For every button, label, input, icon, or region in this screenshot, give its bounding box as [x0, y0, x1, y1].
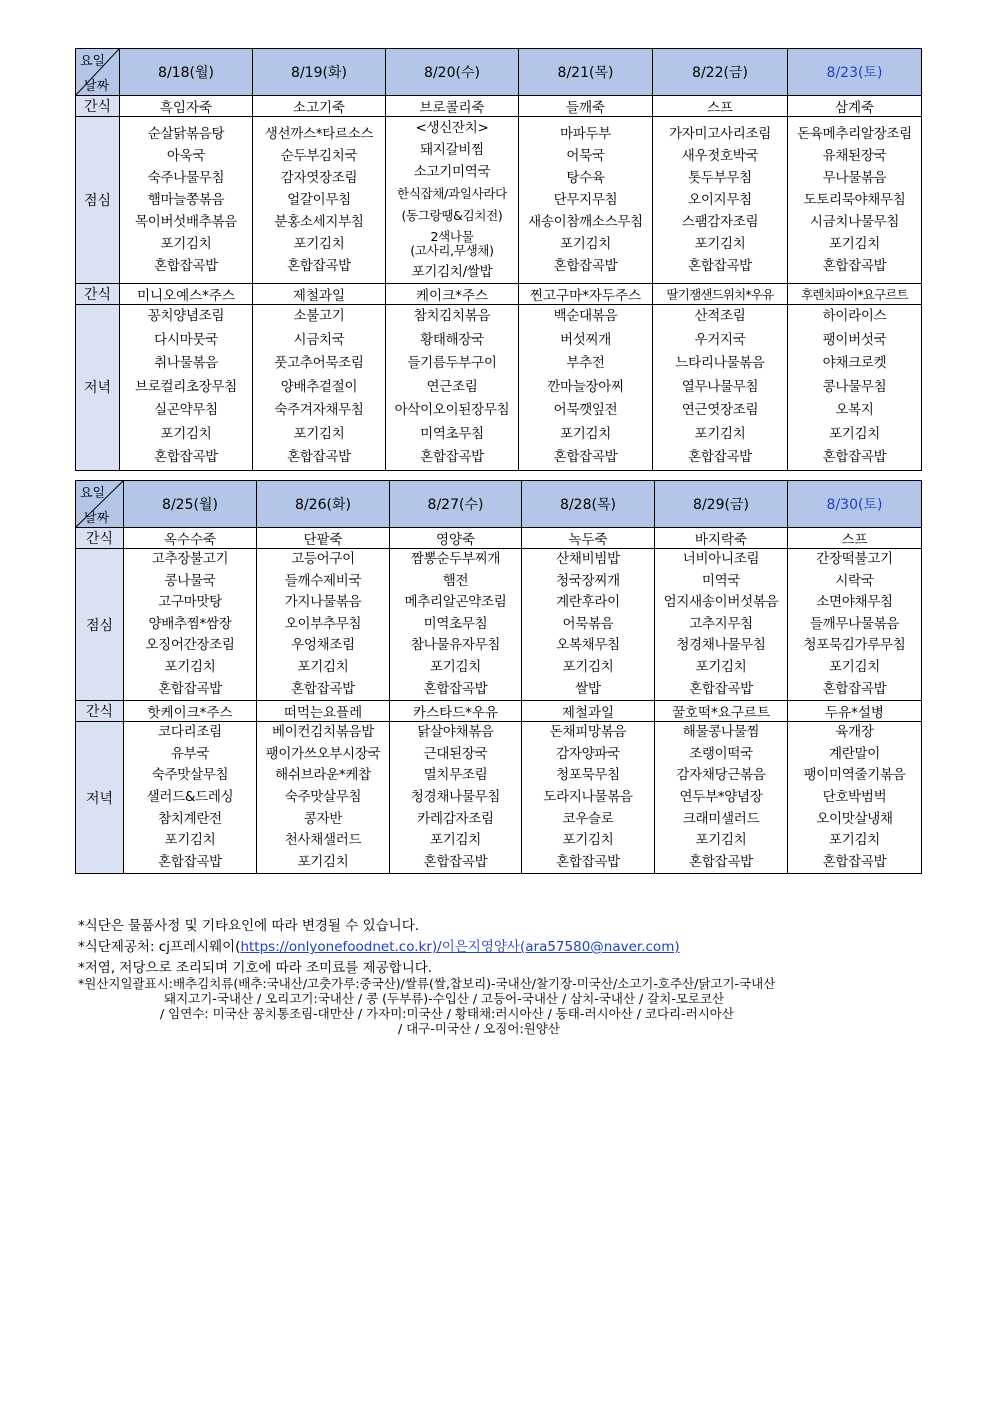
menu-item: 포기김치: [829, 832, 880, 849]
menu-item: 우거지국: [694, 331, 746, 348]
menu-item: 풋고추어묵조림: [274, 355, 364, 371]
menu-item: 오징어간장조림: [145, 637, 235, 654]
origin-line: / 임연수: 미국산 꽁치통조림-대만산 / 가자미:미국산 / 황태채:러시아산 / 동태-러시아산 / 코다리-러시아산: [160, 1006, 734, 1021]
snack-cell: 찐고구마*자두주스: [519, 284, 653, 305]
snack-cell: 두유*설병: [788, 701, 922, 722]
lunch-day-cell: [390, 549, 522, 701]
menu-item: 혼합잡곡밥: [822, 680, 887, 697]
dinner-day-cell: [386, 305, 519, 471]
menu-item: 미역초무침: [423, 615, 488, 632]
afternoon-snack-row: [76, 701, 922, 722]
menu-item: 쌀밥: [575, 680, 601, 697]
menu-item: 베이컨김치볶음밥: [272, 724, 374, 741]
snack-cell: 딸기잼샌드위치*우유: [653, 284, 788, 305]
dinner-day-cell: [653, 305, 788, 471]
dinner-day-cell: [519, 305, 653, 471]
menu-item: 팽이가쓰오부시장국: [265, 745, 381, 762]
snack-cell: 제철과일: [253, 284, 386, 305]
menu-item: 너비아니조림: [682, 551, 760, 567]
menu-item: 청경채나물무침: [676, 637, 766, 654]
menu-item: 고등어구이: [291, 551, 355, 567]
menu-item: 혼합잡곡밥: [158, 680, 222, 697]
menu-item: 청경채나물무침: [410, 788, 501, 805]
menu-item: 포기김치: [297, 658, 349, 675]
menu-item: 포기김치: [562, 658, 614, 675]
menu-item: 생선까스*타르소스: [264, 126, 374, 142]
menu-item: 미역초무침: [420, 425, 484, 442]
date-header: 8/22(금): [653, 49, 788, 96]
dinner-day-cell: [655, 722, 788, 874]
menu-item: 순살닭볶음탕: [147, 126, 225, 142]
menu-item: <생신잔치>: [415, 120, 489, 136]
menu-item: 조랭이떡국: [689, 745, 753, 762]
menu-item: 감자채당근볶음: [676, 767, 766, 784]
date-header: 8/20(수): [386, 49, 519, 96]
menu-item: 혼합잡곡밥: [291, 680, 355, 697]
menu-item: 청포묵김가루무침: [803, 637, 906, 654]
menu-item: 한식잡채/과일사라다: [397, 186, 507, 201]
menu-item: 크래미샐러드: [682, 810, 760, 827]
menu-item: 느타리나물볶음: [675, 355, 765, 371]
menu-item: 오이부추무침: [284, 615, 362, 632]
menu-item: 가자미고사리조림: [669, 126, 771, 142]
date-header: 8/28(목): [522, 481, 655, 528]
menu-item: 포기김치: [695, 832, 747, 849]
lunch-day-cell: [124, 549, 257, 701]
menu-item: 카레감자조림: [417, 810, 494, 827]
menu-item: 얼갈이무침: [287, 192, 351, 208]
menu-item: 혼합잡곡밥: [553, 258, 618, 274]
morning-snack-row: [76, 96, 922, 117]
menu-item: 유부국: [170, 745, 210, 762]
menu-item: 돈채피망볶음: [549, 724, 627, 741]
dinner-day-cell: [390, 722, 522, 874]
menu-item: 포기김치: [694, 236, 746, 252]
menu-item: 메추리알곤약조림: [404, 594, 507, 611]
corner-day-label: 요일: [80, 486, 106, 501]
menu-item: 혼합잡곡밥: [688, 449, 752, 465]
menu-item: 포기김치: [562, 832, 614, 849]
menu-item: 꽁치양념조림: [147, 308, 225, 324]
corner-date-label: 날짜: [84, 511, 110, 526]
menu-item: 육개장: [835, 724, 874, 741]
menu-item: 팽이미역줄기볶음: [803, 767, 906, 784]
menu-item: 부추전: [566, 355, 605, 371]
menu-notes: [78, 916, 680, 979]
meal-label: 점심: [76, 549, 124, 701]
menu-item: 해쉬브라운*케찹: [275, 767, 371, 784]
menu-item: 브로컬리초장무침: [135, 378, 237, 395]
lunch-row: [76, 549, 922, 701]
morning-snack-row: [76, 528, 922, 549]
menu-item: 숙주나물무침: [147, 170, 225, 186]
menu-item: 코우슬로: [562, 810, 614, 827]
menu-item: 새우젓호박국: [681, 148, 759, 164]
menu-item: 혼합잡곡밥: [158, 853, 222, 870]
menu-item: 포기김치: [293, 236, 345, 252]
dinner-day-cell: [788, 305, 922, 471]
menu-item: 열무나물무침: [681, 378, 759, 395]
menu-item: 양배추찜*쌈장: [148, 615, 232, 632]
menu-item: 톳두부무침: [688, 170, 752, 186]
menu-item: 가지나물볶음: [284, 594, 362, 611]
menu-item: 도라지나물볶음: [543, 788, 633, 805]
menu-item: 계란말이: [829, 745, 880, 762]
menu-item: 천사채샐러드: [284, 832, 362, 849]
corner-cell: [76, 481, 124, 528]
menu-item: 숙주맛살무침: [151, 767, 229, 784]
origin-line: *원산지일괄표시:배추김치류(배추:국내산/고춧가루:중국산)/쌀류(쌀,찹보리)-국내산/찰기장-미국산/소고기-호주산/닭고기-국내산: [78, 976, 776, 991]
menu-item: 엄지새송이버섯볶음: [663, 594, 779, 611]
menu-item: 혼합잡곡밥: [689, 853, 753, 870]
note-seasoning: *저염, 저당으로 조리되며 기호에 따라 조미료를 제공합니다.: [78, 960, 433, 976]
menu-item: 오이맛살냉채: [816, 810, 893, 827]
menu-item: 실곤약무침: [154, 402, 218, 418]
menu-item: 포기김치: [293, 425, 345, 442]
menu-item: 혼합잡곡밥: [822, 853, 887, 870]
date-header: 8/21(목): [519, 49, 653, 96]
snack-cell: 소고기죽: [253, 96, 386, 117]
snack-cell: 꿀호떡*요구르트: [655, 701, 788, 722]
menu-item: 닭살야채볶음: [417, 724, 494, 741]
lunch-day-cell: [253, 117, 386, 284]
menu-item: 해물콩나물찜: [682, 724, 760, 741]
menu-item: 깐마늘장아찌: [547, 378, 624, 395]
corner-date-label: 날짜: [84, 79, 110, 94]
menu-item: 혼합잡곡밥: [423, 853, 488, 870]
menu-item: 포기김치: [160, 425, 212, 442]
menu-item: 햄전: [442, 572, 469, 589]
afternoon-snack-row: [76, 284, 922, 305]
provider-link[interactable]: https://onlyonefoodnet.co.kr)/이은지영양사(ara57580@naver.com): [240, 939, 680, 955]
menu-item: 마파두부: [560, 126, 611, 142]
origin-line: 돼지고기-국내산 / 오리고기:국내산 / 콩 (두부류)-수입산 / 고등어-국내산 / 삼치-국내산 / 갈치-모로코산: [164, 991, 725, 1006]
menu-item: 산적조림: [694, 308, 746, 324]
menu-item: 팽이버섯국: [822, 331, 887, 348]
menu-item: 양배추겉절이: [280, 378, 358, 395]
menu-item: 아삭이오이된장무침: [394, 402, 510, 418]
snack-cell: 미니오예스*주스: [120, 284, 253, 305]
menu-item: 미역국: [701, 572, 741, 589]
menu-item: 백순대볶음: [553, 308, 618, 324]
menu-item: 오복지: [835, 402, 874, 418]
menu-item: 황태해장국: [420, 331, 484, 348]
menu-item: 포기김치: [829, 236, 880, 252]
menu-item: 포기김치: [164, 832, 216, 849]
menu-item: 목이버섯배추볶음: [135, 214, 237, 230]
menu-item: 혼합잡곡밥: [553, 449, 618, 465]
lunch-day-cell: [522, 549, 655, 701]
menu-item: 들기름두부구이: [407, 355, 497, 371]
snack-cell: 바지락죽: [655, 528, 788, 549]
menu-item: 돼지갈비찜: [420, 142, 484, 158]
menu-item: 탕수육: [566, 170, 605, 186]
menu-item: 숙주겨자채무침: [274, 402, 364, 418]
menu-item: 혼합잡곡밥: [822, 258, 887, 274]
date-header: 8/26(화): [257, 481, 390, 528]
menu-item: 혼합잡곡밥: [822, 449, 887, 465]
snack-cell: 카스타드*우유: [390, 701, 522, 722]
menu-item: 샐러드&드레싱: [146, 788, 234, 805]
dinner-day-cell: [253, 305, 386, 471]
meal-label: 저녁: [76, 305, 120, 471]
snack-cell: 들깨죽: [519, 96, 653, 117]
menu-item: 혼합잡곡밥: [556, 853, 620, 870]
menu-item: 소면야채무침: [816, 594, 893, 611]
menu-item: 감자엿장조림: [280, 170, 358, 186]
menu-item: 계란후라이: [556, 594, 620, 611]
date-header: 8/29(금): [655, 481, 788, 528]
menu-item: 짬뽕순두부찌개: [410, 551, 501, 567]
origin-labels: [78, 976, 948, 1036]
lunch-day-cell: [788, 549, 922, 701]
menu-item: 버섯찌개: [560, 331, 611, 348]
origin-line: / 대구-미국산 / 오징어:원양산: [398, 1021, 560, 1036]
menu-item: 코다리조림: [158, 724, 222, 741]
menu-item: 포기김치: [297, 853, 349, 870]
menu-item: 하이라이스: [822, 308, 887, 324]
lunch-day-cell: [519, 117, 653, 284]
menu-item: 포기김치: [829, 658, 880, 675]
dinner-row: [76, 722, 922, 874]
menu-item: 청국장찌개: [556, 572, 620, 589]
lunch-row: [76, 117, 922, 284]
menu-item: 오이지무침: [688, 192, 752, 208]
snack-cell: 스프: [653, 96, 788, 117]
dinner-row: [76, 305, 922, 471]
menu-item: 포기김치: [160, 236, 212, 252]
lunch-day-cell: [257, 549, 390, 701]
menu-item: 무나물볶음: [822, 170, 887, 186]
menu-item: 청포묵무침: [556, 767, 620, 784]
date-header: 8/25(월): [124, 481, 257, 528]
lunch-day-cell: [386, 117, 519, 284]
menu-item: 연두부*양념장: [679, 788, 763, 805]
menu-item: 연근조림: [426, 378, 478, 395]
menu-item: 포기김치: [430, 832, 481, 849]
menu-item: 우엉채조림: [291, 637, 355, 654]
week2-menu-table: [75, 480, 922, 874]
menu-item: 시금치나물무침: [809, 214, 900, 230]
menu-item: 고구마맛탕: [158, 594, 222, 611]
menu-item: 고추장불고기: [151, 551, 229, 567]
menu-item: 혼합잡곡밥: [287, 449, 351, 465]
menu-item: 돈육메추리알장조림: [797, 126, 912, 142]
note-provider-prefix: *식단제공처: cj프레시웨이(: [78, 939, 241, 955]
menu-item: 다시마뭇국: [154, 331, 218, 348]
menu-item: 소불고기: [293, 308, 345, 324]
menu-item: 콩나물무침: [822, 378, 887, 395]
menu-item: 고추지무침: [689, 615, 753, 632]
meal-label: 저녁: [76, 722, 124, 874]
menu-item: 단무지무침: [553, 192, 618, 208]
menu-item: 포기김치: [560, 236, 611, 252]
menu-item: 분홍소세지부침: [274, 214, 364, 230]
menu-item: 도토리묵야채무침: [803, 192, 906, 208]
menu-item: 어묵볶음: [562, 615, 614, 632]
lunch-day-cell: [788, 117, 922, 284]
menu-item: 들깨수제비국: [284, 572, 362, 589]
date-header-row: [76, 49, 922, 96]
menu-item: 소고기미역국: [413, 164, 491, 180]
menu-item: 햄마늘쫑볶음: [147, 192, 225, 208]
menu-item: 시락국: [835, 572, 874, 589]
menu-item: 포기김치: [560, 425, 611, 442]
snack-cell: 핫케이크*주스: [124, 701, 257, 722]
menu-item: 포기김치: [829, 425, 880, 442]
menu-item: 취나물볶음: [154, 355, 218, 371]
note-change-notice: *식단은 물품사정 및 기타요인에 따라 변경될 수 있습니다.: [78, 918, 420, 934]
menu-item: 포기김치/쌀밥: [411, 264, 493, 280]
snack-cell: 흑임자죽: [120, 96, 253, 117]
menu-item: 포기김치: [164, 658, 216, 675]
menu-item: (동그랑땡&김치전): [401, 208, 503, 223]
menu-item: 야채크로켓: [822, 355, 887, 371]
date-header: 8/18(월): [120, 49, 253, 96]
lunch-day-cell: [653, 117, 788, 284]
meal-label: 간식: [76, 701, 124, 722]
menu-item: 시금치국: [293, 331, 345, 348]
menu-item: 콩자반: [303, 810, 343, 827]
corner-cell: [76, 49, 120, 96]
snack-cell: 단팥죽: [257, 528, 390, 549]
menu-item: 포기김치: [695, 658, 747, 675]
menu-item: 단호박범벅: [822, 788, 887, 805]
menu-item: 순두부김치국: [280, 148, 358, 164]
lunch-day-cell: [120, 117, 253, 284]
dinner-day-cell: [788, 722, 922, 874]
menu-item: 포기김치: [430, 658, 481, 675]
menu-item: 어묵깻잎전: [553, 402, 618, 418]
date-header: 8/27(수): [390, 481, 522, 528]
lunch-day-cell: [655, 549, 788, 701]
menu-item: 스팸감자조림: [681, 214, 759, 230]
menu-item: 혼합잡곡밥: [287, 258, 351, 274]
menu-item: 들깨무나물볶음: [809, 615, 900, 632]
menu-item: 유채된장국: [822, 148, 887, 164]
meal-label: 간식: [76, 284, 120, 305]
meal-label: 점심: [76, 117, 120, 284]
snack-cell: 옥수수죽: [124, 528, 257, 549]
dinner-day-cell: [120, 305, 253, 471]
week1-menu-table: [75, 48, 922, 471]
menu-item: 참치김치볶음: [413, 308, 491, 324]
note-provider: [78, 937, 680, 958]
menu-item: 참나물유자무침: [410, 637, 501, 654]
menu-item: 숙주맛살무침: [284, 788, 362, 805]
meal-label: 간식: [76, 528, 124, 549]
menu-item: 포기김치: [694, 425, 746, 442]
menu-item: 간장떡불고기: [816, 551, 893, 567]
corner-day-label: 요일: [80, 54, 106, 69]
menu-item: 혼합잡곡밥: [688, 258, 752, 274]
menu-item: 2색나물 (고사리,무생채): [410, 229, 494, 258]
menu-item: 감자양파국: [556, 745, 620, 762]
date-header-row: [76, 481, 922, 528]
snack-cell: 삼계죽: [788, 96, 922, 117]
snack-cell: 제철과일: [522, 701, 655, 722]
snack-cell: 케이크*주스: [386, 284, 519, 305]
snack-cell: 후렌치파이*요구르트: [788, 284, 922, 305]
date-header: 8/19(화): [253, 49, 386, 96]
menu-item: 혼합잡곡밥: [689, 680, 753, 697]
dinner-day-cell: [124, 722, 257, 874]
menu-item: 어묵국: [566, 148, 605, 164]
menu-item: 혼합잡곡밥: [154, 258, 218, 274]
meal-label: 간식: [76, 96, 120, 117]
menu-item: 콩나물국: [164, 572, 216, 589]
menu-item: 혼합잡곡밥: [423, 680, 488, 697]
snack-cell: 영양죽: [390, 528, 522, 549]
menu-item: 새송이참깨소스무침: [528, 214, 643, 230]
menu-item: 오복채무침: [556, 637, 620, 654]
dinner-day-cell: [257, 722, 390, 874]
snack-cell: 스프: [788, 528, 922, 549]
menu-item: 혼합잡곡밥: [420, 449, 484, 465]
date-header-saturday: 8/23(토): [788, 49, 922, 96]
menu-item: 산채비빔밥: [556, 551, 620, 567]
menu-item: 근대된장국: [423, 745, 488, 762]
menu-item: 멸치무조림: [423, 767, 488, 784]
menu-item: 참치계란전: [158, 810, 222, 827]
menu-item: 연근엿장조림: [681, 402, 759, 418]
snack-cell: 브로콜리죽: [386, 96, 519, 117]
date-header-saturday: 8/30(토): [788, 481, 922, 528]
menu-item: 혼합잡곡밥: [154, 449, 218, 465]
snack-cell: 녹두죽: [522, 528, 655, 549]
dinner-day-cell: [522, 722, 655, 874]
menu-item: 아욱국: [166, 148, 206, 164]
snack-cell: 떠먹는요플레: [257, 701, 390, 722]
